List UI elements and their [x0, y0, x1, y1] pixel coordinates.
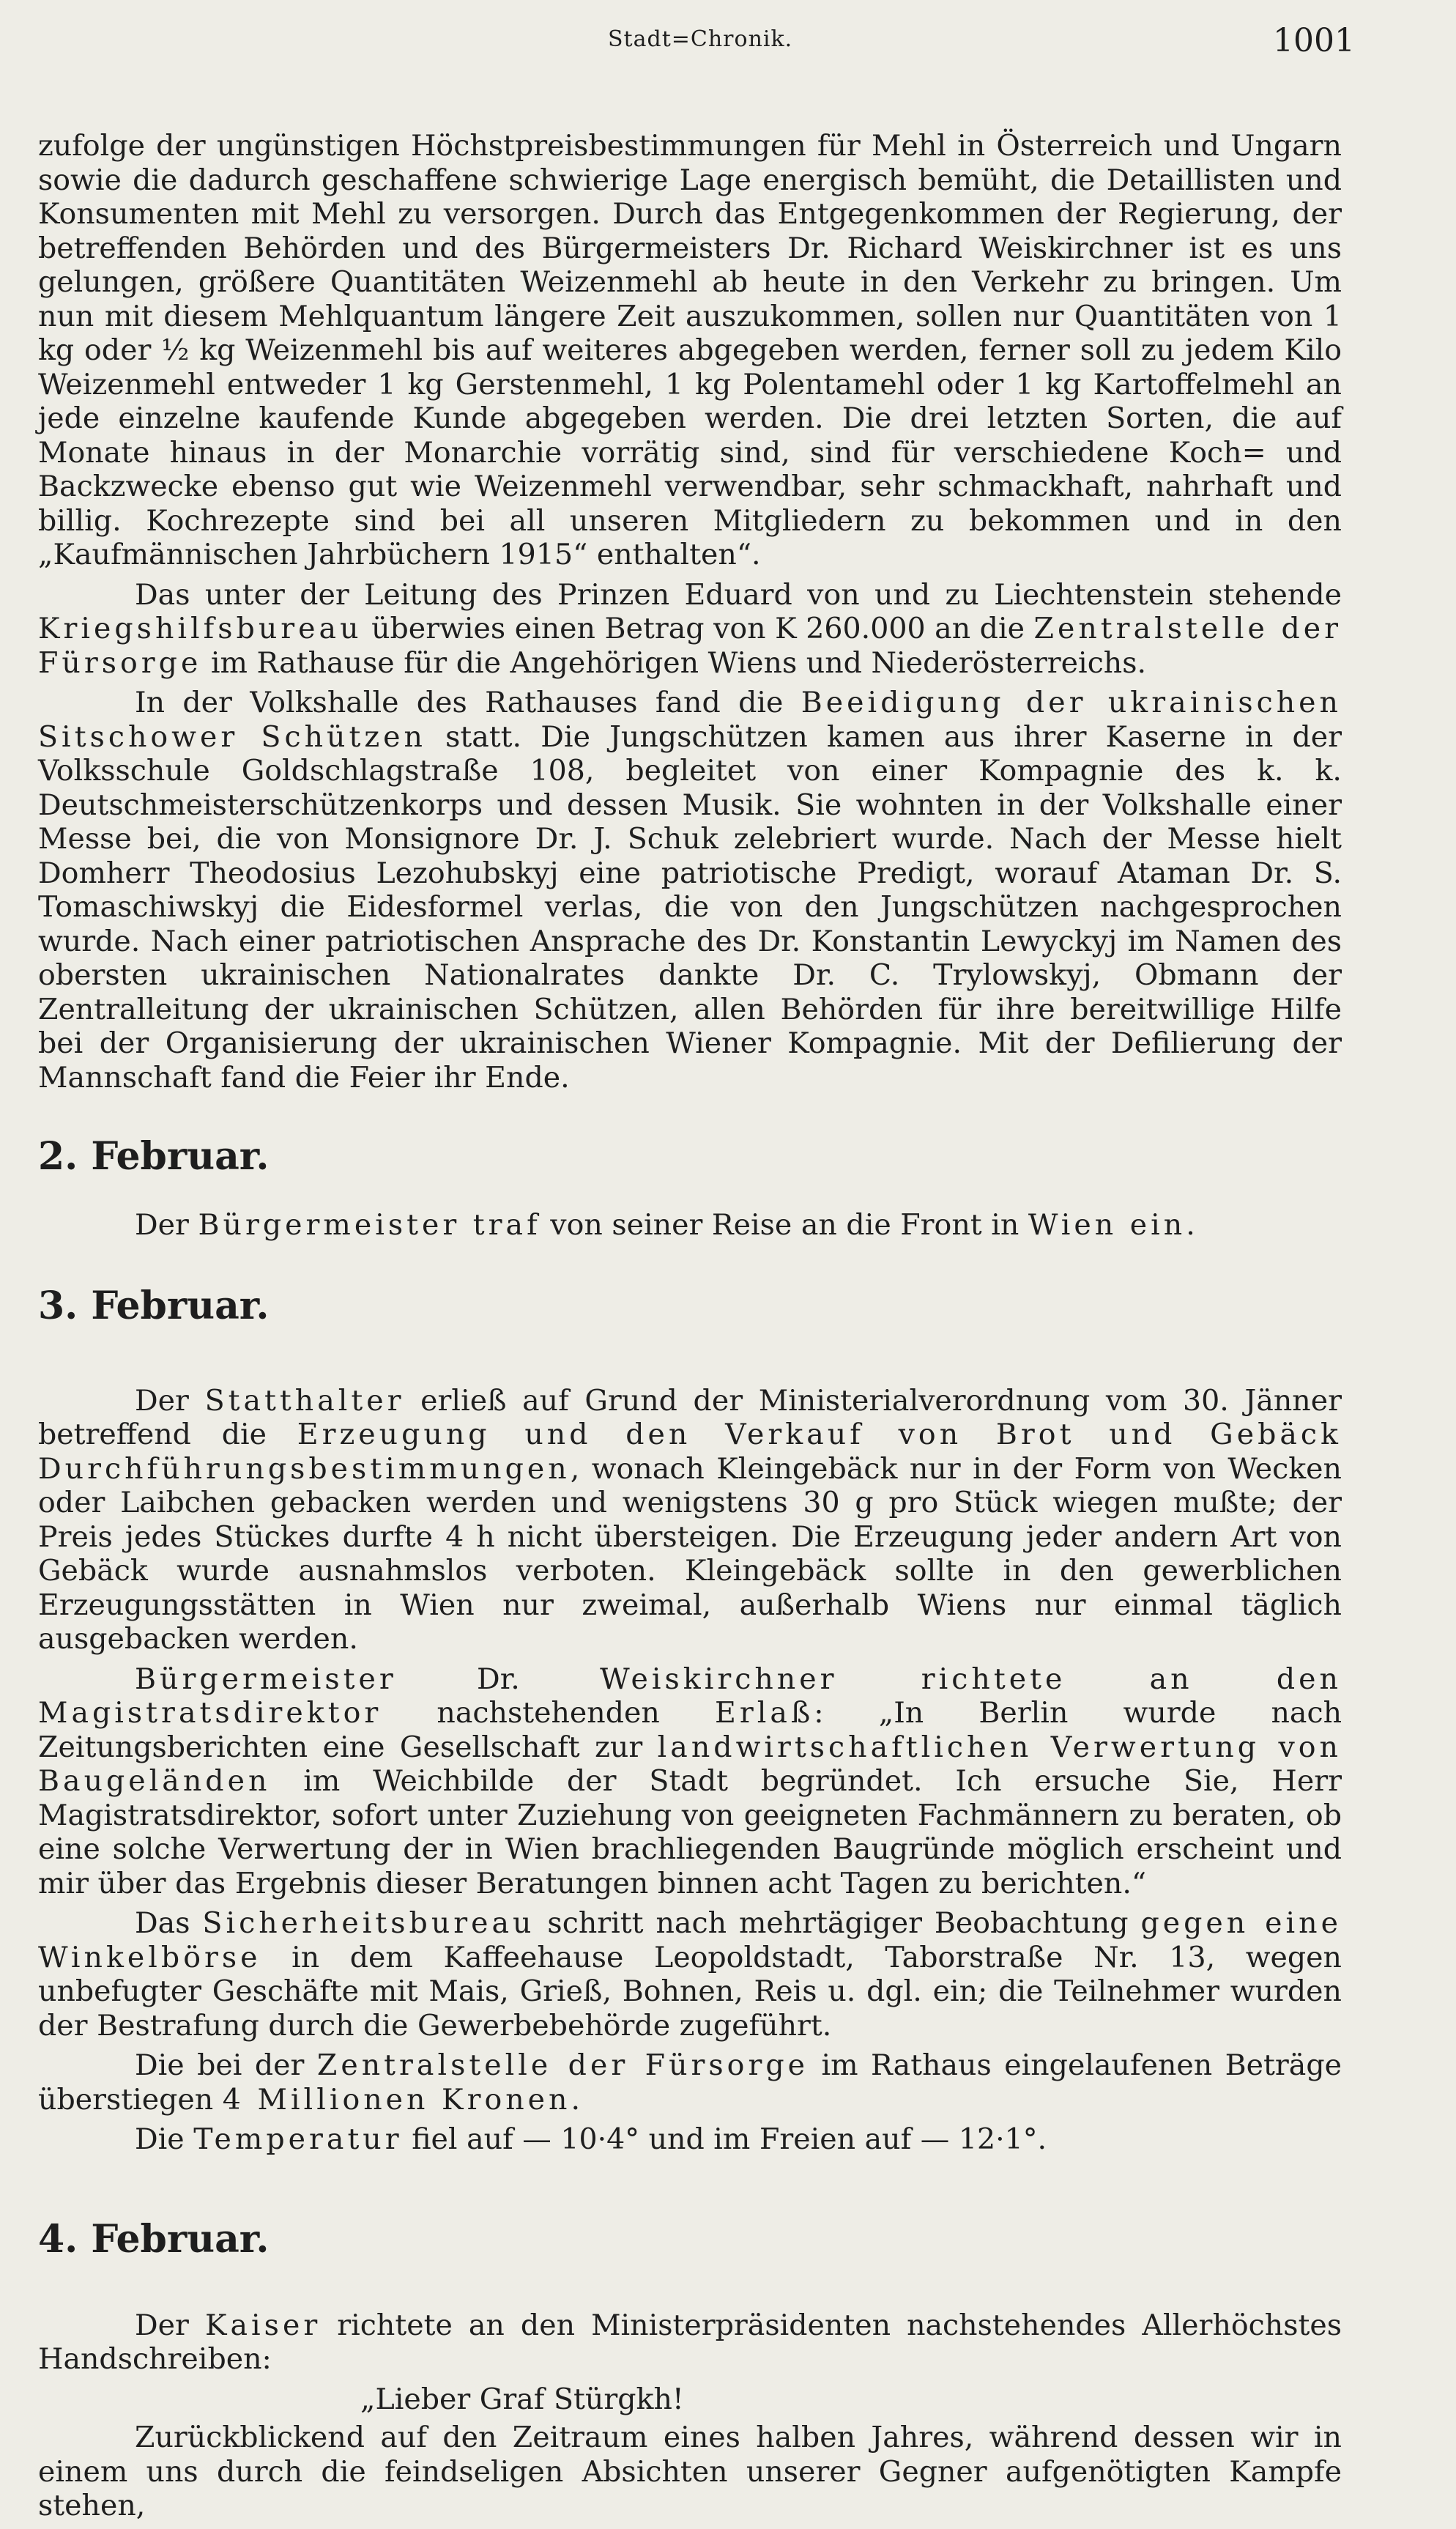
emphasis-brot-gebaeck: Erzeugung und den Verkauf von Brot und Gebäck Durchführungsbestimmungen [38, 1418, 1342, 1486]
emphasis-beeidigung: Beeidigung der ukrainischen Sitschower Schützen [38, 686, 1342, 754]
date-heading-2-februar: 2. Februar. [38, 1134, 270, 1179]
emphasis-zentralstelle-2: Zentralstelle der Fürsorge [316, 2048, 809, 2082]
paragraph-kaiser-handschreiben: Der Kaiser richtete an den Ministerpräsidenten nachstehendes Allerhöchstes Handschreiben: [38, 2308, 1342, 2376]
paragraph-fuersorge-betraege: Die bei der Zentralstelle der Fürsorge im Rathaus eingelaufenen Beträge überstiegen 4 Millionen Kronen. [38, 2048, 1342, 2117]
emphasis-verwertung: landwirtschaftlichen Verwertung von Baugeländen [38, 1730, 1342, 1798]
emphasis-sicherheitsbureau: Sicherheitsbureau [202, 1906, 535, 1940]
emphasis-winkelboerse: gegen eine Winkelbörse [38, 1906, 1342, 1974]
paragraph-mayor-decree: Bürgermeister Dr. Weiskirchner richtete an den Magistratsdirektor nachstehenden Erlaß: „In Berlin wurde nach Zeitungsberichten eine Gesellschaft zur landwirtschaftlichen Verwertung von Baugeländen im Weichbilde der Stadt begründet. Ich ersuche Sie, Herr Magistratsdirektor, sofort unter Zuziehung von geeigneten Fachmännern zu beraten, ob eine solche Verwertung der in Wien brachliegenden Baugründe möglich erscheint und mir über das Ergebnis dieser Beratungen binnen acht Tagen zu berichten.“ [38, 1662, 1342, 1900]
paragraph-mayor-returns: Der Bürgermeister traf von seiner Reise an die Front in Wien ein. [135, 1208, 1199, 1242]
paragraph-temperatur: Die Temperatur fiel auf — 10·4° und im Freien auf — 12·1°. [135, 2122, 1047, 2156]
paragraph-flour-continuation: zufolge der ungünstigen Höchstpreisbestimmungen für Mehl in Österreich und Ungarn sowie die dadurch geschaffene schwierige Lage energisch bemüht, die Detaillisten und Konsumenten mit Mehl zu versorgen. Durch das Entgegenkommen der Regierung, der betreffenden Behörden und des Bürgermeisters Dr. Richard Weiskirchner ist es uns gelungen, größere Quantitäten Weizenmehl ab heute in den Verkehr zu bringen. Um nun mit diesem Mehlquantum längere Zeit auszukommen, sollen nur Quantitäten von 1 kg oder ½ kg Weizenmehl bis auf weiteres abgegeben werden, ferner soll zu jedem Kilo Weizenmehl entweder 1 kg Gerstenmehl, 1 kg Polentamehl oder 1 kg Kartoffelmehl an jede einzelne kaufende Kunde abgegeben werden. Die drei letzten Sorten, die auf Monate hinaus in der Monarchie vorrätig sind, sind für verschiedene Koch= und Backzwecke ebenso gut wie Weizenmehl verwendbar, sehr schmackhaft, nahrhaft und billig. Kochrezepte sind bei all unseren Mitgliedern zu bekommen und in den „Kaufmännischen Jahrbüchern 1915“ enthalten“. [38, 129, 1342, 571]
emphasis-statthalter: Statthalter [204, 1383, 405, 1418]
emphasis-zentralstelle: Zentralstelle der Fürsorge [38, 612, 1342, 680]
emphasis-millionen: 4 Millionen Kronen. [222, 2082, 584, 2117]
date-heading-4-februar: 4. Februar. [38, 2216, 270, 2262]
paragraph-bread-regulations: Der Statthalter erließ auf Grund der Ministerialverordnung vom 30. Jänner betreffend die Erzeugung und den Verkauf von Brot und Gebäck Durchführungsbestimmungen, wonach Kleingebäck nur in der Form von Wecken oder Laibchen gebacken werden und wenigstens 30 g pro Stück wiegen mußte; der Preis jedes Stückes durfte 4 h nicht übersteigen. Die Erzeugung jeder andern Art von Gebäck wurde ausnahmslos verboten. Kleingebäck sollte in den gewerblichen Erzeugungsstätten in Wien nur zweimal, außerhalb Wiens nur einmal täglich ausgebacken werden. [38, 1383, 1342, 1656]
emphasis-temperatur: Temperatur [193, 2122, 403, 2156]
emphasis-buergermeister: Bürgermeister traf [198, 1208, 541, 1242]
date-heading-3-februar: 3. Februar. [38, 1283, 270, 1328]
page-number: 1001 [1273, 22, 1355, 59]
emphasis-weiskirchner: Weiskirchner richtete an den Magistratsdirektor [38, 1662, 1342, 1730]
letter-salutation: „Lieber Graf Stürgkh! [360, 2382, 684, 2416]
running-head: Stadt=Chronik. [608, 26, 793, 52]
emphasis-handschreiben: Allerhöchstes Handschreiben [38, 2308, 1342, 2376]
emphasis-wien: Wien ein. [1028, 1208, 1199, 1242]
paragraph-winkelboerse: Das Sicherheitsbureau schritt nach mehrtägiger Beobachtung gegen eine Winkelbörse in dem Kaffeehause Leopoldstadt, Taborstraße Nr. 13, wegen unbefugter Geschäfte mit Mais, Grieß, Bohnen, Reis u. dgl. ein; die Teilnehmer wurden der Bestrafung durch die Gewerbebehörde zugeführt. [38, 1906, 1342, 2043]
paragraph-letter-body: Zurückblickend auf den Zeitraum eines halben Jahres, während dessen wir in einem uns durch die feindseligen Absichten unserer Gegner aufgenötigten Kampfe stehen, [38, 2421, 1342, 2522]
page-body [38, 129, 1342, 2529]
paragraph-ukrainian-oath: In der Volkshalle des Rathauses fand die Beeidigung der ukrainischen Sitschower Schützen statt. Die Jungschützen kamen aus ihrer Kaserne in der Volksschule Goldschlagstraße 108, begleitet von einer Kompagnie des k. k. Deutschmeisterschützenkorps und dessen Musik. Sie wohnten in der Volkshalle einer Messe bei, die von Monsignore Dr. J. Schuk zelebriert wurde. Nach der Messe hielt Domherr Theodosius Lezohubskyj eine patriotische Predigt, worauf Ataman Dr. S. Tomaschiwskyj die Eidesformel verlas, die von den Jungschützen nachgesprochen wurde. Nach einer patriotischen Ansprache des Dr. Konstantin Lewyckyj im Namen des obersten ukrainischen Nationalrates dankte Dr. C. Trylowskyj, Obmann der Zentralleitung der ukrainischen Schützen, allen Behörden für ihre bereitwillige Hilfe bei der Organisierung der ukrainischen Wiener Kompagnie. Mit der Defilierung der Mannschaft fand die Feier ihr Ende. [38, 686, 1342, 1095]
emphasis-kaiser: Kaiser [204, 2308, 322, 2342]
emphasis-kriegshilfsbureau: Kriegshilfsbureau [38, 612, 363, 645]
paragraph-kriegshilfsbureau: Das unter der Leitung des Prinzen Eduard von und zu Liechtenstein stehende Kriegshilfsbureau überwies einen Betrag von K 260.000 an die Zentralstelle der Fürsorge im Rathause für die Angehörigen Wiens und Niederösterreichs. [38, 577, 1342, 680]
